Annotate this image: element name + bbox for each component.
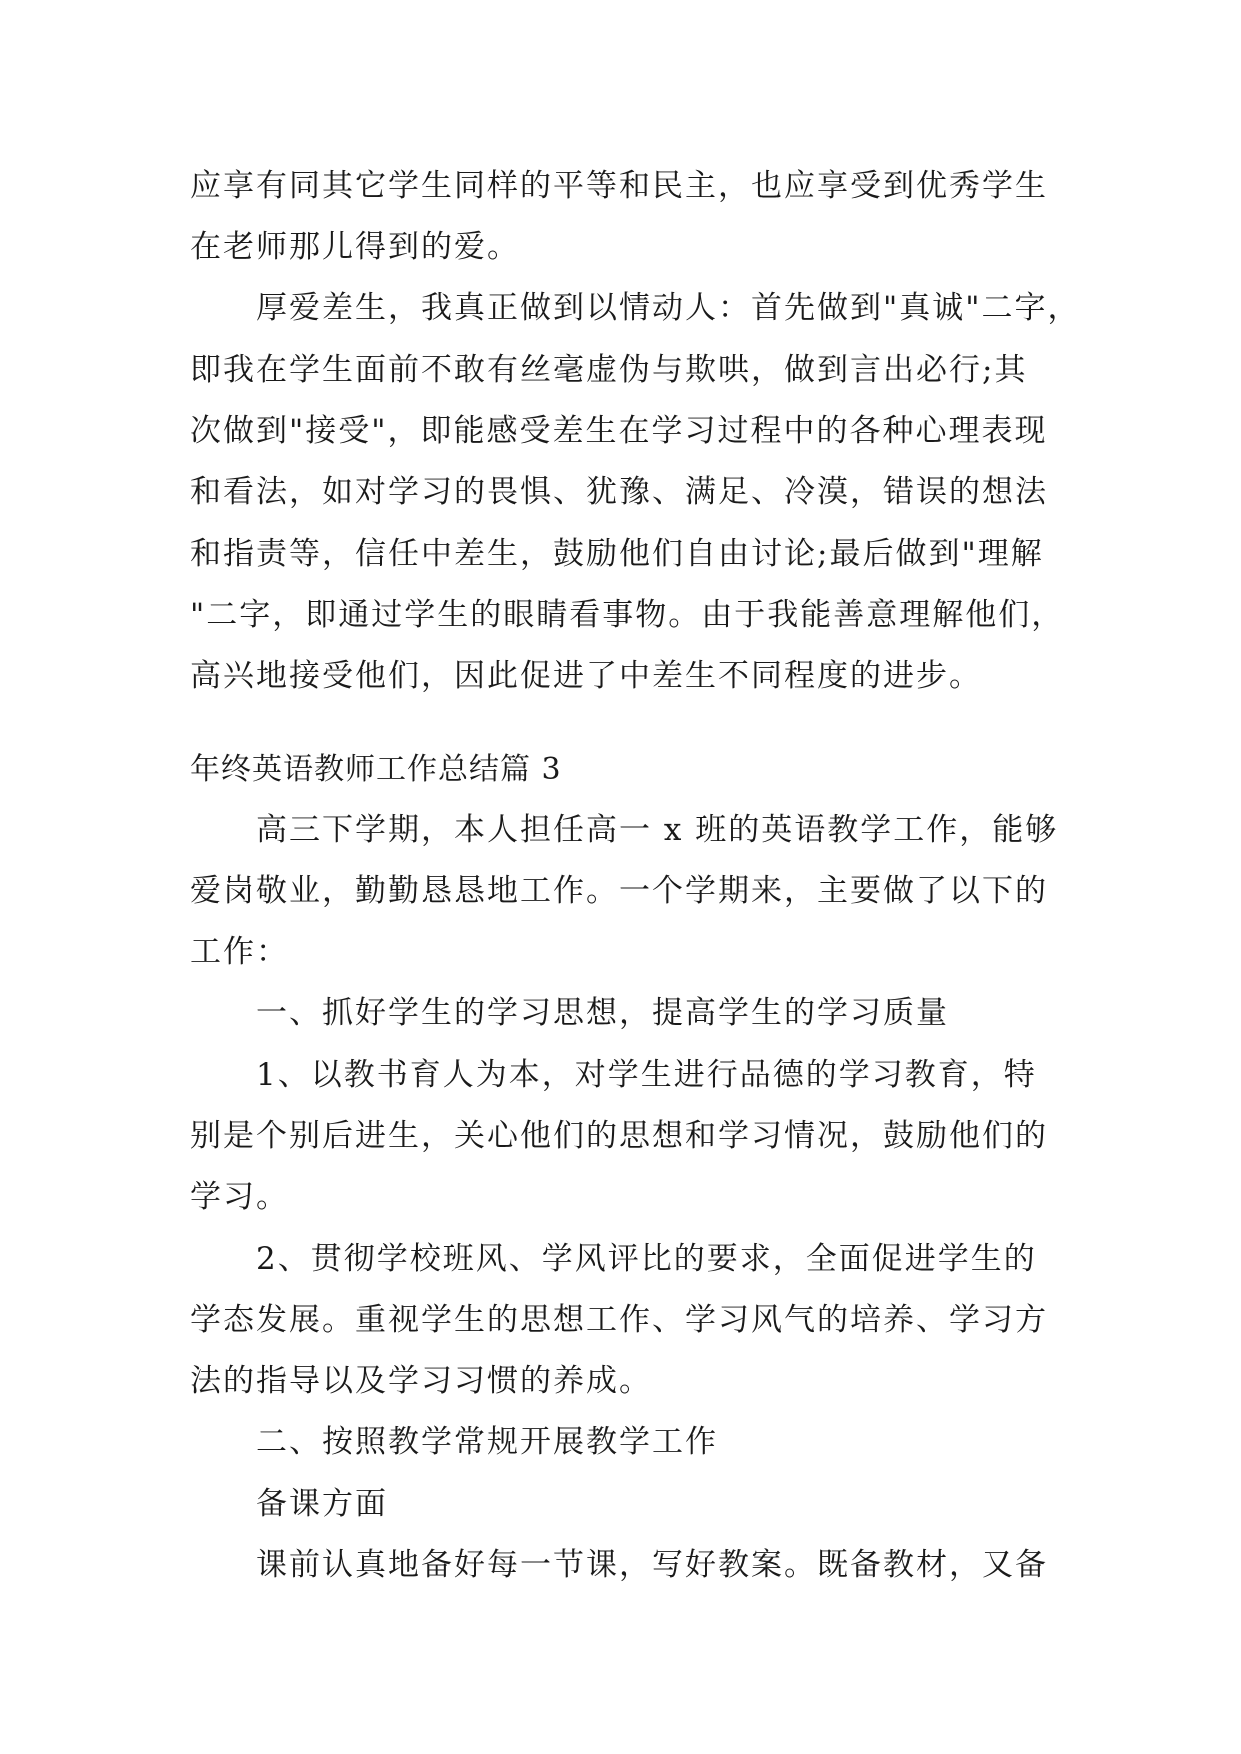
- paragraph-line: 1、以教书育人为本，对学生进行品德的学习教育，特: [256, 1057, 1037, 1093]
- paragraph-line: 次做到"接受"，即能感受差生在学习过程中的各种心理表现: [190, 413, 1048, 449]
- paragraph-line: 课前认真地备好每一节课，写好教案。既备教材，又备: [256, 1547, 1048, 1583]
- paragraph-line: 高三下学期，本人担任高一 x 班的英语教学工作，能够: [256, 812, 1059, 848]
- paragraph-line: "二字，即通过学生的眼睛看事物。由于我能善意理解他们，: [190, 597, 1065, 633]
- paragraph-line: 在老师那儿得到的爱。: [190, 229, 520, 265]
- paragraph-line: 法的指导以及学习习惯的养成。: [190, 1363, 652, 1399]
- paragraph-line: 即我在学生面前不敢有丝毫虚伪与欺哄，做到言出必行;其: [190, 352, 1028, 388]
- paragraph-line: 2、贯彻学校班风、学风评比的要求，全面促进学生的: [256, 1241, 1037, 1277]
- paragraph-line: 高兴地接受他们，因此促进了中差生不同程度的进步。: [190, 658, 982, 694]
- paragraph-line: 应享有同其它学生同样的平等和民主，也应享受到优秀学生: [190, 168, 1048, 204]
- paragraph-line: 工作：: [190, 934, 289, 970]
- subsection-heading: 备课方面: [256, 1486, 388, 1522]
- paragraph-line: 学态发展。重视学生的思想工作、学习风气的培养、学习方: [190, 1302, 1048, 1338]
- paragraph-line: 厚爱差生，我真正做到以情动人：首先做到"真诚"二字，: [256, 290, 1081, 326]
- subsection-heading: 二、按照教学常规开展教学工作: [256, 1424, 718, 1460]
- section-heading: 年终英语教师工作总结篇 3: [190, 752, 562, 787]
- paragraph-line: 别是个别后进生，关心他们的思想和学习情况，鼓励他们的: [190, 1118, 1048, 1154]
- paragraph-line: 学习。: [190, 1179, 289, 1215]
- paragraph-line: 和看法，如对学习的畏惧、犹豫、满足、冷漠，错误的想法: [190, 474, 1048, 510]
- paragraph-line: 爱岗敬业，勤勤恳恳地工作。一个学期来，主要做了以下的: [190, 873, 1048, 909]
- subsection-heading: 一、抓好学生的学习思想，提高学生的学习质量: [256, 995, 949, 1031]
- paragraph-line: 和指责等，信任中差生，鼓励他们自由讨论;最后做到"理解: [190, 536, 1044, 572]
